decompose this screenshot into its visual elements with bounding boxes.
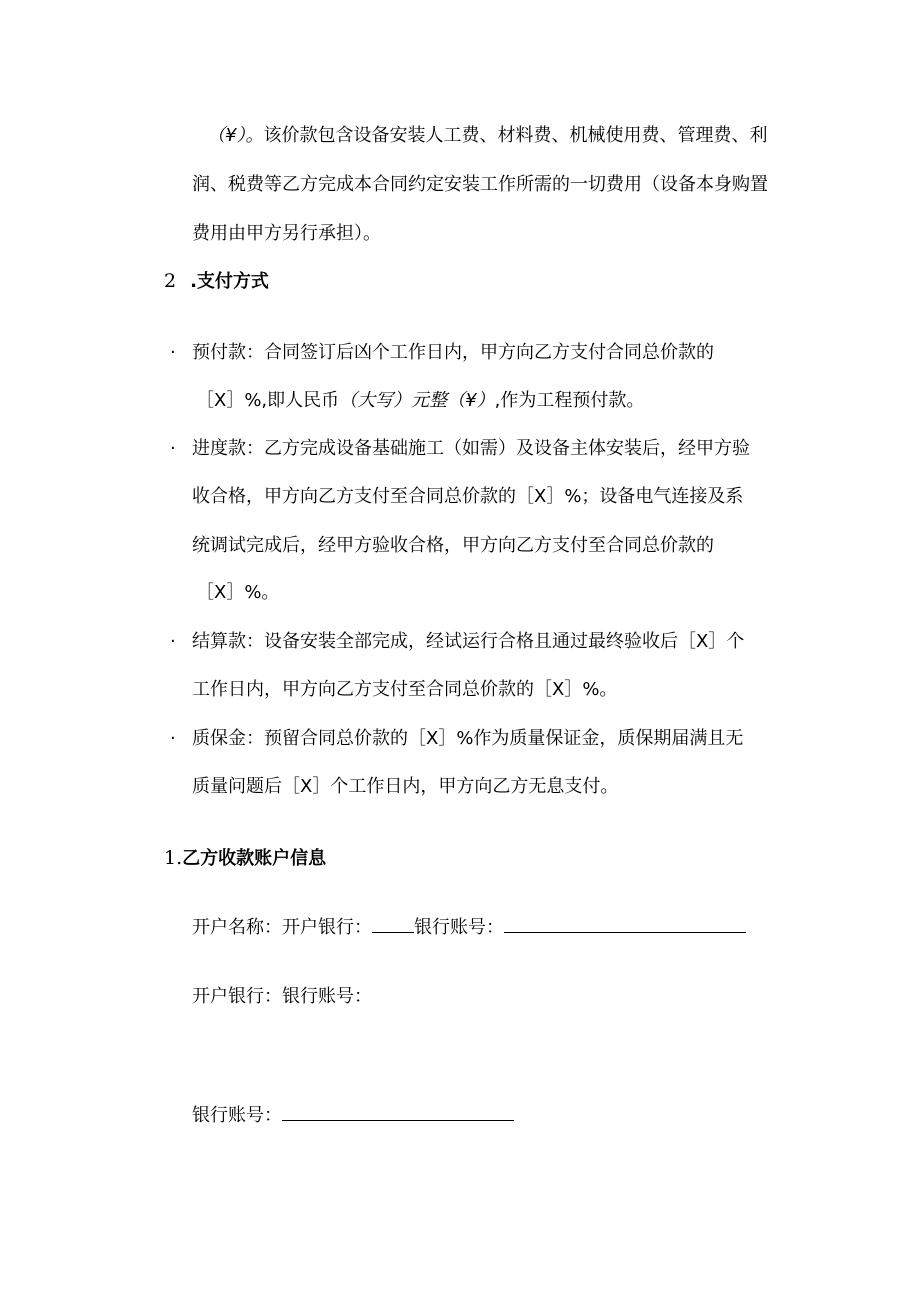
account-section-heading	[164, 846, 326, 871]
bank-account-label: 银行账号：	[192, 1105, 282, 1126]
bank-account-inline-label: 银行账号：	[414, 917, 504, 938]
bullet-dot: ·	[170, 728, 176, 749]
bullet-dot: ·	[170, 342, 176, 363]
bank-account-number-blank[interactable]	[282, 1102, 514, 1121]
price-clause-line-3: 费用由甲方另行承担）。	[192, 223, 381, 244]
advance-amount-italic: （大写）元整（¥）	[339, 390, 495, 411]
progress-payment-line-1: 进度款：乙方完成设备基础施工（如需）及设备主体安装后，经甲方验	[192, 438, 750, 459]
price-clause-line-1	[207, 124, 767, 148]
price-clause-line-2: 润、税费等乙方完成本合同约定安装工作所需的一切费用（设备本身购置	[192, 174, 768, 195]
progress-payment-line-2: 收合格，甲方向乙方支付至合同总价款的［X］%；设备电气连接及系	[192, 486, 744, 507]
warranty-deposit-line-2: 质量问题后［X］个工作日内，甲方向乙方无息支付。	[192, 776, 619, 797]
section-2-heading	[164, 269, 269, 294]
bullet-dot: ·	[170, 438, 176, 459]
advance-payment-line-2	[196, 389, 644, 413]
section-2-number: 2	[164, 270, 177, 292]
account-section-number: 1.	[164, 847, 183, 869]
advance-percent: ［X］%,即人民币	[196, 390, 340, 411]
warranty-deposit-line-1: 质保金：预留合同总价款的［X］%作为质量保证金，质保期届满且无	[192, 728, 744, 749]
section-2-title: .支付方式	[190, 271, 269, 292]
bullet-dot: ·	[170, 631, 176, 652]
settlement-payment-line-2: 工作日内，甲方向乙方支付至合同总价款的［X］%。	[192, 679, 618, 700]
settlement-payment-line-1: 结算款：设备安装全部完成，经试运行合格且通过最终验收后［X］个	[192, 631, 745, 652]
price-clause-text: 该价款包含设备安装人工费、材料费、机械使用费、管理费、利	[263, 125, 768, 146]
progress-payment-line-4: ［X］%。	[196, 582, 280, 603]
price-symbol-italic: （¥）。	[207, 125, 264, 146]
bank-account-blank[interactable]	[504, 914, 746, 933]
advance-payment-line-1: 预付款：合同签订后凶个工作日内，甲方向乙方支付合同总价款的	[192, 342, 714, 363]
bank-line: 开户银行：银行账号：	[192, 986, 372, 1007]
account-name-line	[192, 914, 746, 940]
account-section-title: 乙方收款账户信息	[182, 848, 327, 869]
advance-purpose: ,作为工程预付款。	[494, 390, 645, 411]
bank-account-line	[192, 1102, 514, 1128]
account-name-label: 开户名称：开户银行：	[192, 917, 372, 938]
bank-blank[interactable]	[372, 914, 414, 933]
progress-payment-line-3: 统调试完成后，经甲方验收合格，甲方向乙方支付至合同总价款的	[192, 535, 714, 556]
